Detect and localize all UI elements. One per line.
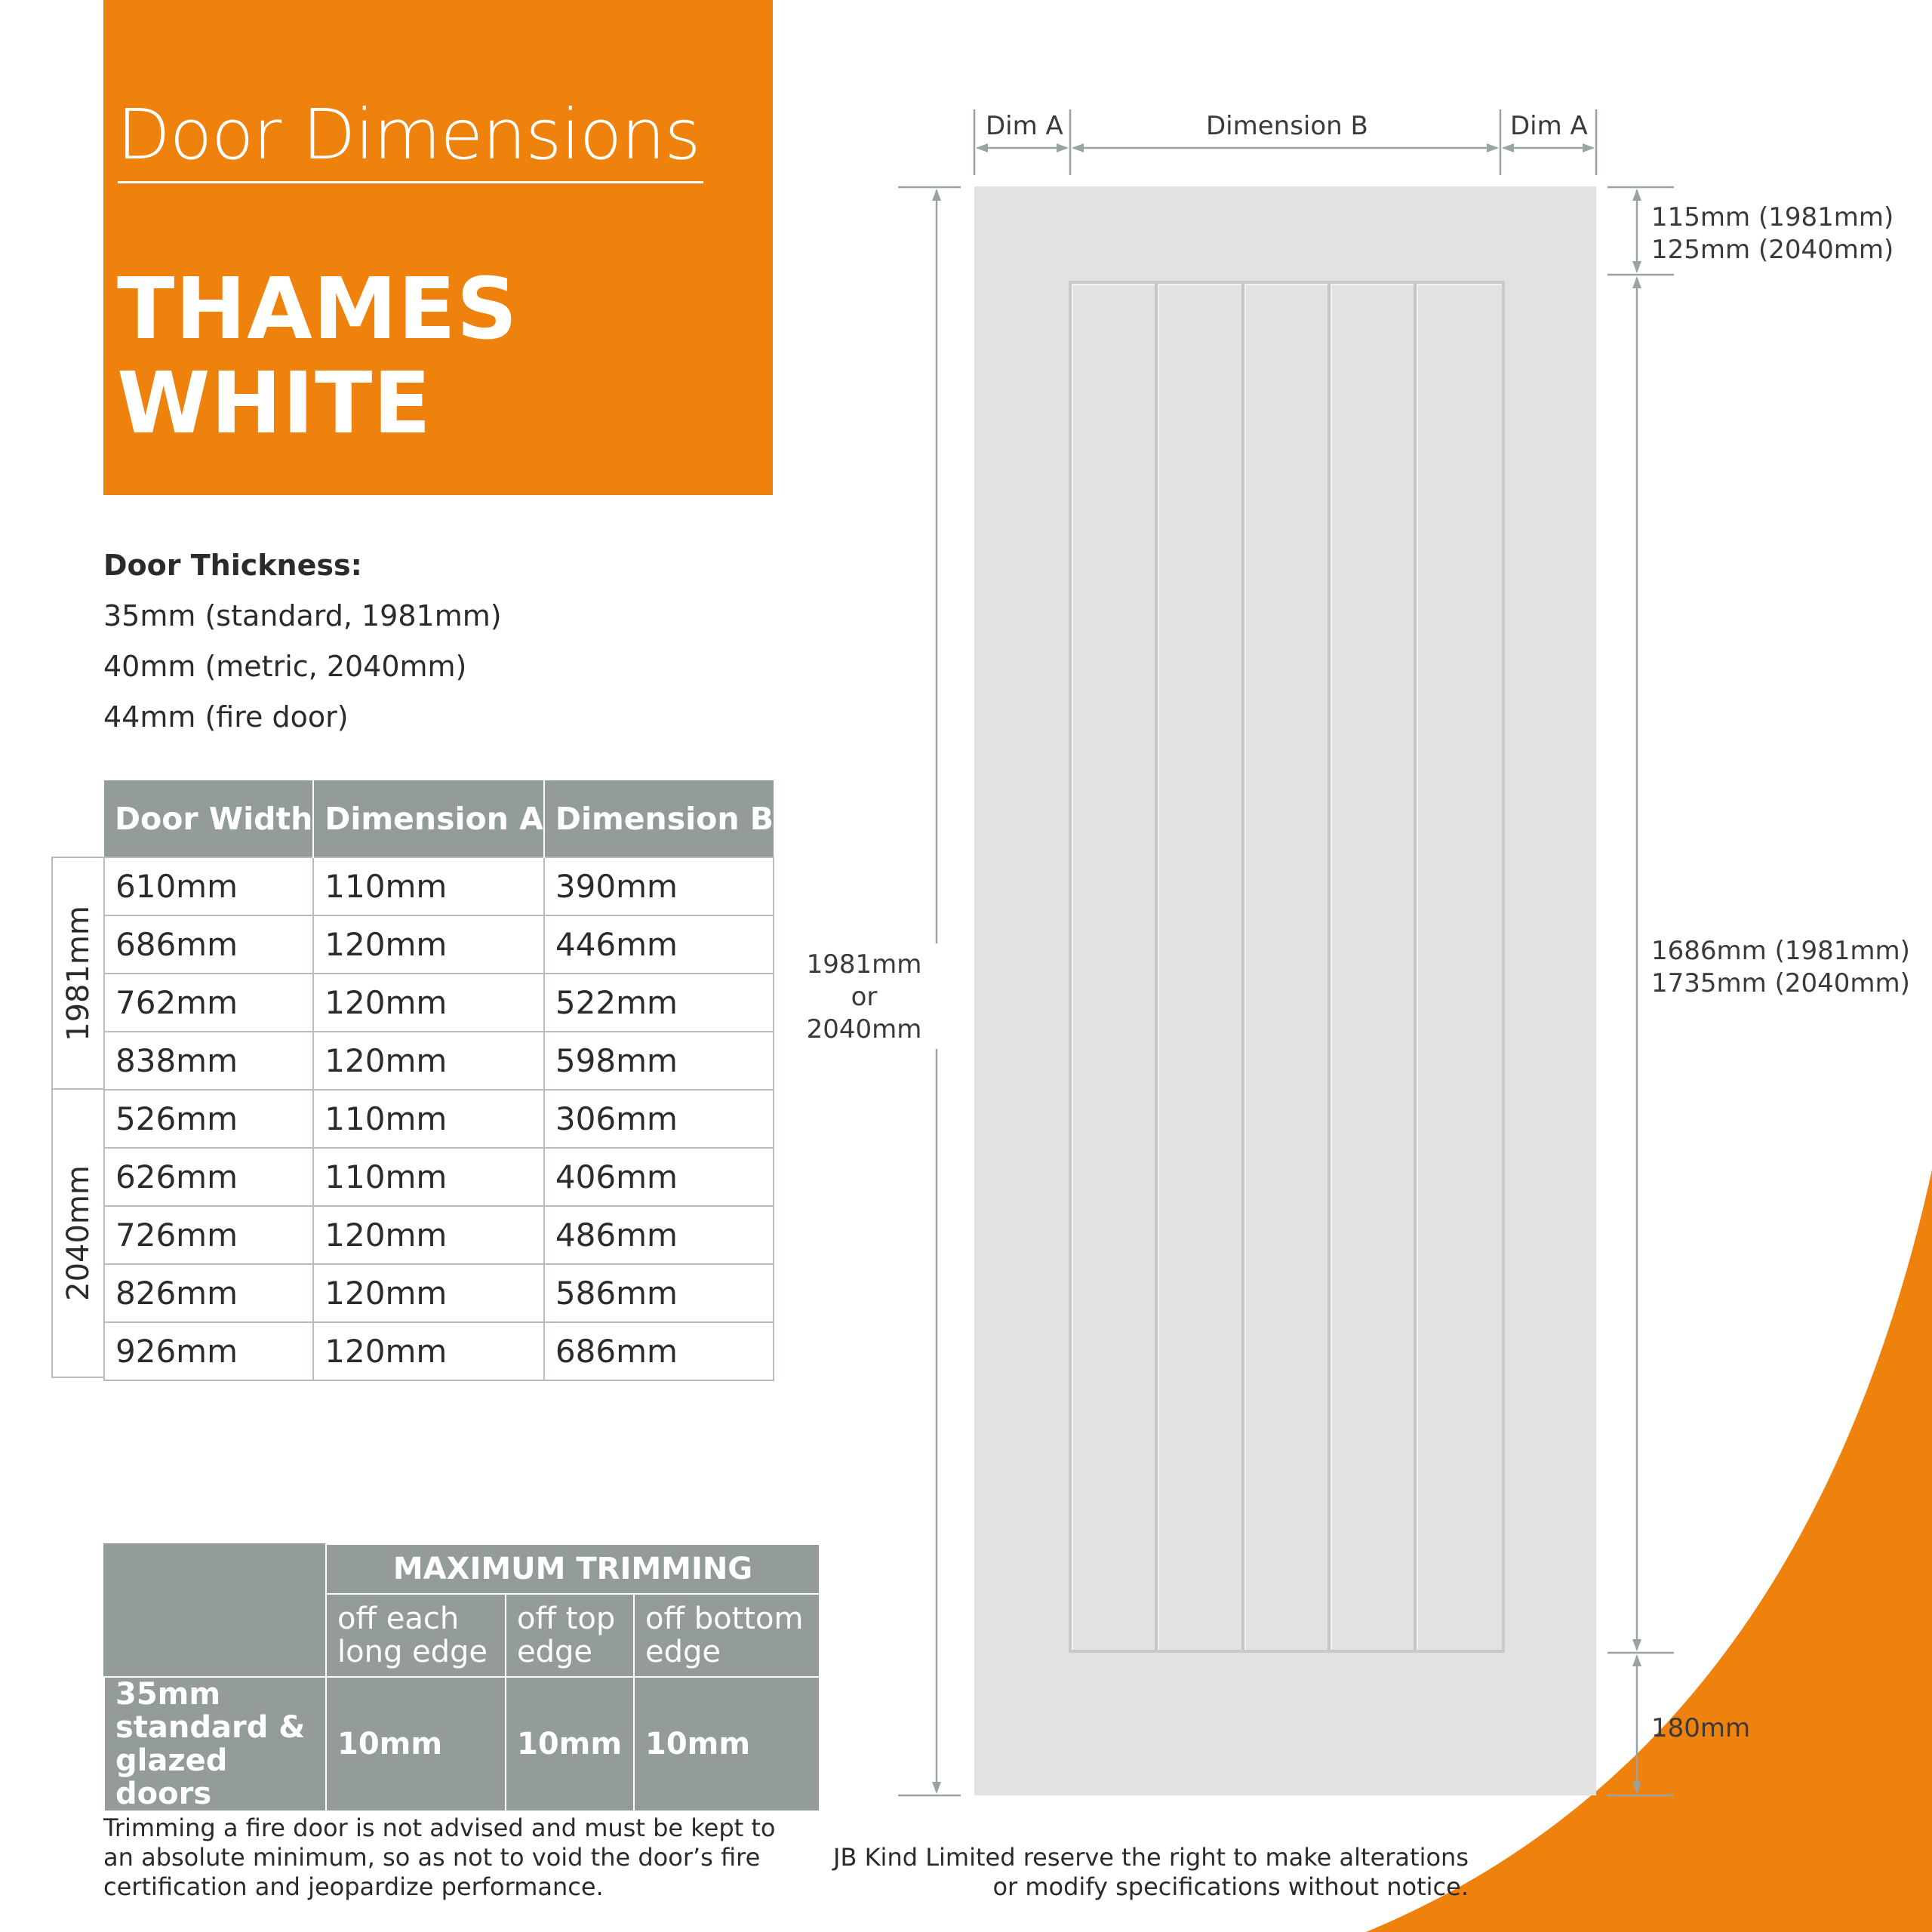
disclaimer-line-1: JB Kind Limited reserve the right to make alterations — [833, 1843, 1469, 1872]
cell-dimension-a: 110mm — [313, 1090, 544, 1148]
trimming-note-line: an absolute minimum, so as not to void the door’s fire — [103, 1843, 761, 1872]
cell-door-width: 762mm — [104, 974, 313, 1032]
cell-door-width: 686mm — [104, 915, 313, 974]
trim-row-label: 35mm standard & glazed doors — [104, 1677, 326, 1811]
cell-dimension-b: 306mm — [544, 1090, 774, 1148]
trimming-note-line: certification and jeopardize performance. — [103, 1872, 604, 1901]
cell-dimension-b: 522mm — [544, 974, 774, 1032]
label-panel-2040: 1735mm (2040mm) — [1651, 968, 1910, 998]
trimming-note-line: Trimming a fire door is not advised and must be kept to — [103, 1814, 776, 1842]
cell-dimension-b: 486mm — [544, 1206, 774, 1264]
cell-dimension-a: 110mm — [313, 1148, 544, 1206]
col-dimension-a: Dimension A — [313, 780, 544, 857]
col-dimension-b: Dimension B — [544, 780, 774, 857]
label-height-2040: 2040mm — [806, 1014, 922, 1044]
thickness-item: 44mm (fire door) — [103, 700, 349, 734]
cell-dimension-b: 446mm — [544, 915, 774, 974]
cell-dimension-b: 586mm — [544, 1264, 774, 1322]
label-height-1981: 1981mm — [806, 949, 922, 980]
label-height-or: or — [851, 982, 878, 1012]
cell-dimension-a: 120mm — [313, 1032, 544, 1090]
label-top-rail-2040: 125mm (2040mm) — [1651, 235, 1894, 265]
cell-door-width: 838mm — [104, 1032, 313, 1090]
label-dim-a-right: Dim A — [1510, 111, 1588, 141]
cell-dimension-a: 120mm — [313, 915, 544, 974]
group-2040-label: 2040mm — [60, 1165, 96, 1301]
cell-dimension-b: 406mm — [544, 1148, 774, 1206]
trim-col-top-edge: off top edge — [506, 1594, 634, 1677]
trim-value-top-edge: 10mm — [506, 1677, 634, 1811]
trim-col-bottom-edge: off bottom edge — [634, 1594, 820, 1677]
trim-value-bottom-edge: 10mm — [634, 1677, 820, 1811]
thickness-item: 35mm (standard, 1981mm) — [103, 599, 502, 632]
label-top-rail-1981: 115mm (1981mm) — [1651, 202, 1894, 232]
col-door-width: Door Width — [104, 780, 313, 857]
label-dimension-b: Dimension B — [1206, 111, 1368, 141]
label-panel-1981: 1686mm (1981mm) — [1651, 936, 1910, 966]
thickness-title: Door Thickness: — [103, 549, 362, 582]
cell-dimension-b: 598mm — [544, 1032, 774, 1090]
product-name-line-2: WHITE — [117, 355, 432, 453]
cell-dimension-b: 686mm — [544, 1322, 774, 1380]
trim-title: MAXIMUM TRIMMING — [326, 1544, 820, 1594]
cell-dimension-a: 120mm — [313, 1206, 544, 1264]
cell-door-width: 726mm — [104, 1206, 313, 1264]
cell-dimension-a: 120mm — [313, 1322, 544, 1380]
group-1981-label: 1981mm — [60, 905, 96, 1041]
cell-door-width: 626mm — [104, 1148, 313, 1206]
label-dim-a-left: Dim A — [986, 111, 1063, 141]
cell-door-width: 610mm — [104, 857, 313, 915]
cell-dimension-b: 390mm — [544, 857, 774, 915]
page-heading: Door Dimensions — [117, 94, 700, 175]
thickness-item: 40mm (metric, 2040mm) — [103, 650, 467, 683]
cell-dimension-a: 120mm — [313, 1264, 544, 1322]
trim-col-long-edge: off each long edge — [326, 1594, 506, 1677]
cell-door-width: 526mm — [104, 1090, 313, 1148]
trim-value-long-edge: 10mm — [326, 1677, 506, 1811]
product-name-line-1: THAMES — [117, 260, 518, 358]
disclaimer-line-2: or modify specifications without notice. — [992, 1872, 1469, 1901]
cell-dimension-a: 110mm — [313, 857, 544, 915]
cell-door-width: 826mm — [104, 1264, 313, 1322]
cell-dimension-a: 120mm — [313, 974, 544, 1032]
label-bottom-rail: 180mm — [1651, 1713, 1751, 1743]
cell-door-width: 926mm — [104, 1322, 313, 1380]
